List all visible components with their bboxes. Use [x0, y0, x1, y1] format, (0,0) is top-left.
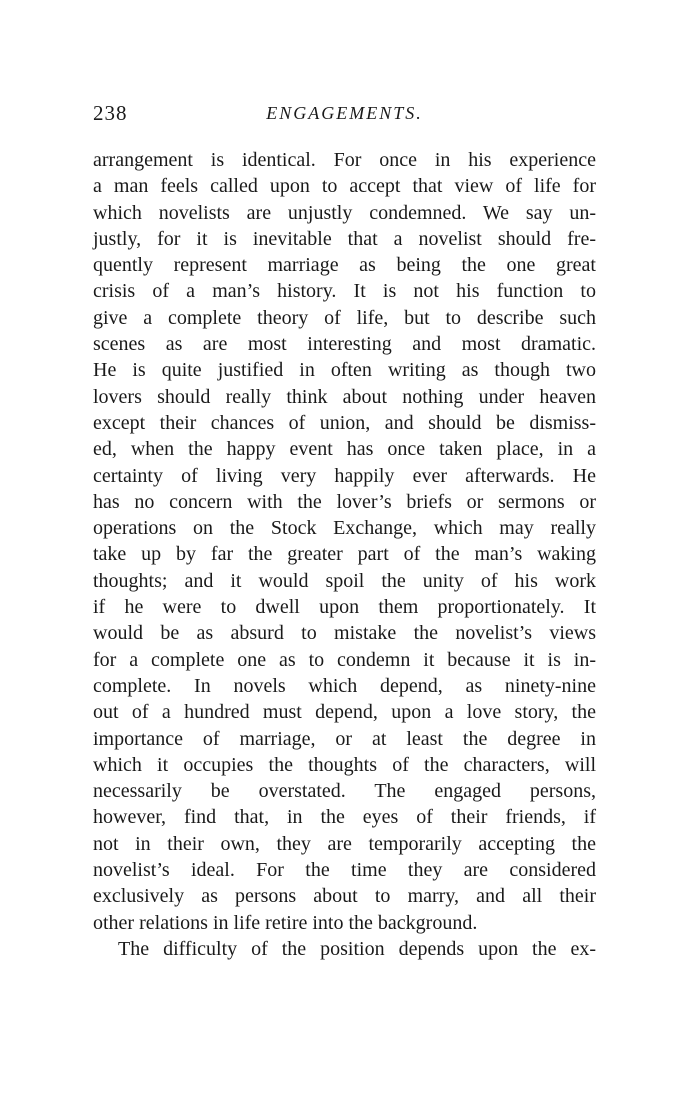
text-line: which novelists are unjustly condemned. We say un-	[93, 201, 596, 224]
text-line: has no concern with the lover’s briefs or sermons or	[93, 490, 596, 513]
text-line: except their chances of union, and should be dismiss-	[93, 411, 596, 434]
text-line: quently represent marriage as being the one great	[93, 254, 596, 277]
text-line: He is quite justified in often writing as though two	[93, 359, 596, 382]
text-line: importance of marriage, or at least the degree in	[93, 727, 596, 750]
text-line: crisis of a man’s history. It is not his function to	[93, 280, 596, 303]
running-title: ENGAGEMENTS.	[266, 103, 423, 123]
text-line: which it occupies the thoughts of the characters, will	[93, 753, 596, 776]
text-line: The difficulty of the position depends upon the ex-	[118, 937, 596, 960]
text-line: novelist’s ideal. For the time they are considered	[93, 859, 596, 882]
text-line: give a complete theory of life, but to describe such	[93, 306, 596, 329]
text-line: operations on the Stock Exchange, which may really	[93, 517, 596, 540]
text-line: out of a hundred must depend, upon a love story, the	[93, 701, 596, 724]
page-number: 238	[93, 101, 128, 125]
text-block	[93, 102, 596, 962]
text-line: thoughts; and it would spoil the unity of his work	[93, 569, 596, 592]
page-header	[93, 102, 596, 124]
text-line: lovers should really think about nothing under heaven	[93, 385, 596, 408]
text-line: take up by far the greater part of the man’s waking	[93, 543, 596, 566]
text-line: exclusively as persons about to marry, and all their	[93, 885, 596, 908]
text-line: other relations in life retire into the background.	[93, 911, 478, 934]
text-line: justly, for it is inevitable that a novelist should fre-	[93, 227, 596, 250]
text-line: would be as absurd to mistake the novelist’s views	[93, 622, 596, 645]
text-line: complete. In novels which depend, as ninety-nine	[93, 674, 596, 697]
text-line: ed, when the happy event has once taken place, in a	[93, 438, 596, 461]
text-line: a man feels called upon to accept that view of life for	[93, 175, 596, 198]
text-line: necessarily be overstated. The engaged persons,	[93, 780, 596, 803]
text-line: if he were to dwell upon them proportionately. It	[93, 596, 596, 619]
body-text	[93, 147, 596, 962]
text-line: certainty of living very happily ever afterwards. He	[93, 464, 596, 487]
text-line: for a complete one as to condemn it because it is in-	[93, 648, 596, 671]
text-line: scenes as are most interesting and most dramatic.	[93, 333, 596, 356]
text-line: however, find that, in the eyes of their friends, if	[93, 806, 596, 829]
text-line: arrangement is identical. For once in his experience	[93, 149, 596, 171]
text-line: not in their own, they are temporarily accepting the	[93, 832, 596, 855]
